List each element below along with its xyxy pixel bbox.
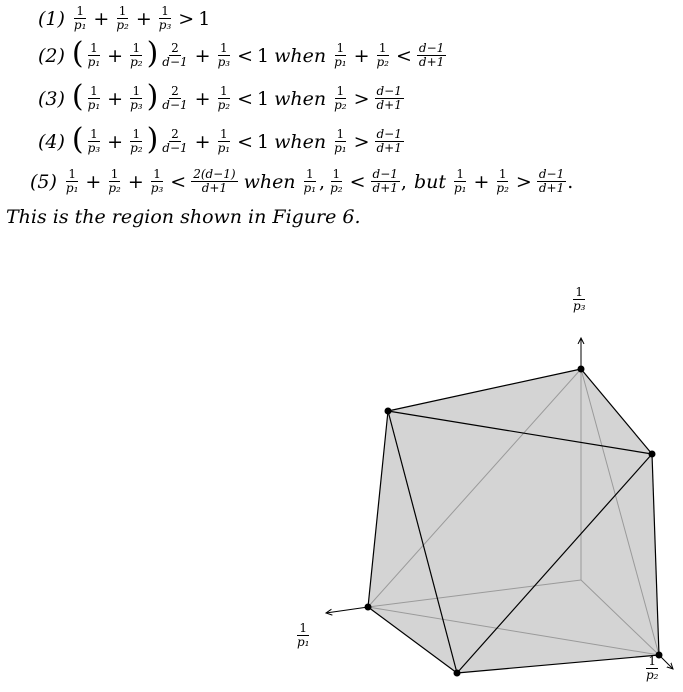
condition-label: (5) — [30, 170, 57, 193]
axis-p1-arrow — [326, 607, 368, 613]
plus-sign: + — [107, 130, 124, 153]
fraction: $\frac{1}{\text{p₂}}$ — [334, 84, 347, 112]
plus-sign: + — [107, 44, 124, 67]
greater-than: > — [178, 7, 195, 30]
plus-sign: + — [353, 44, 370, 67]
fraction: $\frac{1}{\text{p₂}}$ — [330, 167, 343, 195]
plus-sign: + — [85, 170, 102, 193]
fraction: $\frac{1}{\text{p₃}}$ — [130, 84, 143, 112]
fraction: $\frac{2}{d-1}$ — [162, 41, 188, 69]
comma: , — [319, 170, 326, 193]
when-word: when — [274, 87, 327, 110]
fraction: $\frac{1}{\text{p₁}}$ — [217, 127, 231, 155]
plus-sign: + — [473, 170, 490, 193]
less-than: < — [237, 44, 253, 67]
left-paren: ( — [71, 78, 84, 114]
vertex — [578, 366, 585, 373]
fraction: $\frac{2}{d-1}$ — [162, 84, 188, 112]
greater-than: > — [515, 170, 532, 193]
period: . — [567, 170, 574, 193]
fraction: $\frac{1}{\text{p₁}}$ — [334, 41, 347, 69]
less-than: < — [237, 130, 253, 153]
fraction: $\frac{1}{\text{p₁}}$ — [334, 127, 347, 155]
vertex — [454, 670, 461, 677]
rhs-value: 1 — [257, 130, 270, 153]
right-paren: ) — [146, 78, 159, 114]
plus-sign: + — [135, 7, 152, 30]
fraction: $\frac{1}{\text{p₃}}$ — [217, 41, 231, 69]
less-than: < — [396, 44, 412, 67]
axis-label-p2: $\frac{1}{\text{p₂}}$ — [646, 654, 659, 682]
fraction: $\frac{1}{\text{p₂}}$ — [130, 127, 143, 155]
plus-sign: + — [107, 87, 124, 110]
rhs-value: 1 — [257, 44, 270, 67]
fraction: $\frac{1}{\text{p₁}}$ — [87, 84, 101, 112]
condition-label: (4) — [38, 130, 65, 153]
when-word: when — [274, 130, 327, 153]
less-than: < — [237, 87, 253, 110]
but-word: but — [413, 170, 446, 193]
fraction: $\frac{d-1}{d+1}$ — [376, 84, 402, 112]
less-than: < — [170, 170, 187, 193]
fraction: $\frac{d-1}{d+1}$ — [538, 167, 565, 195]
fraction: $\frac{1}{\text{p₃}}$ — [158, 4, 172, 32]
fraction: $\frac{2(d-1)}{d+1}$ — [193, 167, 236, 195]
fraction: $\frac{1}{\text{p₂}}$ — [496, 167, 509, 195]
right-paren: ) — [146, 35, 159, 71]
fraction: $\frac{2}{d-1}$ — [162, 127, 188, 155]
plus-sign: + — [194, 130, 211, 153]
plus-sign: + — [194, 87, 211, 110]
rhs-value: 1 — [198, 7, 211, 30]
condition-label: (1) — [38, 7, 65, 30]
condition-label: (2) — [38, 44, 65, 67]
fraction: $\frac{d-1}{d+1}$ — [376, 127, 402, 155]
fraction: $\frac{1}{\text{p₁}}$ — [453, 167, 467, 195]
vertex — [649, 451, 656, 458]
axis-label-p1: $\frac{1}{\text{p₁}}$ — [297, 621, 310, 649]
plus-sign: + — [194, 44, 211, 67]
fraction: $\frac{1}{\text{p₂}}$ — [376, 41, 389, 69]
plus-sign: + — [127, 170, 144, 193]
fraction: $\frac{1}{\text{p₂}}$ — [108, 167, 121, 195]
fraction: $\frac{d-1}{d+1}$ — [418, 41, 445, 69]
left-paren: ( — [71, 35, 84, 71]
fraction: $\frac{d-1}{d+1}$ — [372, 167, 398, 195]
fraction: $\frac{1}{\text{p₁}}$ — [65, 167, 79, 195]
rhs-value: 1 — [257, 87, 270, 110]
right-paren: ) — [146, 121, 159, 157]
axis-label-p3: $\frac{1}{\text{p₃}}$ — [573, 285, 586, 313]
fraction: $\frac{1}{\text{p₁}}$ — [73, 4, 87, 32]
less-than: < — [349, 170, 366, 193]
plus-sign: + — [93, 7, 110, 30]
fraction: $\frac{1}{\text{p₁}}$ — [303, 167, 317, 195]
vertex — [365, 604, 372, 611]
fraction: $\frac{1}{\text{p₃}}$ — [150, 167, 164, 195]
vertex — [385, 408, 392, 415]
figure-caption: This is the region shown in Figure 6. — [6, 206, 361, 228]
when-word: when — [274, 44, 327, 67]
fraction: $\frac{1}{\text{p₂}}$ — [130, 41, 143, 69]
condition-label: (3) — [38, 87, 65, 110]
fraction: $\frac{1}{\text{p₂}}$ — [116, 4, 129, 32]
left-paren: ( — [71, 121, 84, 157]
fraction: $\frac{1}{\text{p₃}}$ — [87, 127, 101, 155]
fraction: $\frac{1}{\text{p₂}}$ — [217, 84, 231, 112]
greater-than: > — [353, 130, 370, 153]
when-word: when — [243, 170, 296, 193]
comma: , — [400, 170, 407, 193]
fraction: $\frac{1}{\text{p₁}}$ — [87, 41, 101, 69]
greater-than: > — [353, 87, 370, 110]
